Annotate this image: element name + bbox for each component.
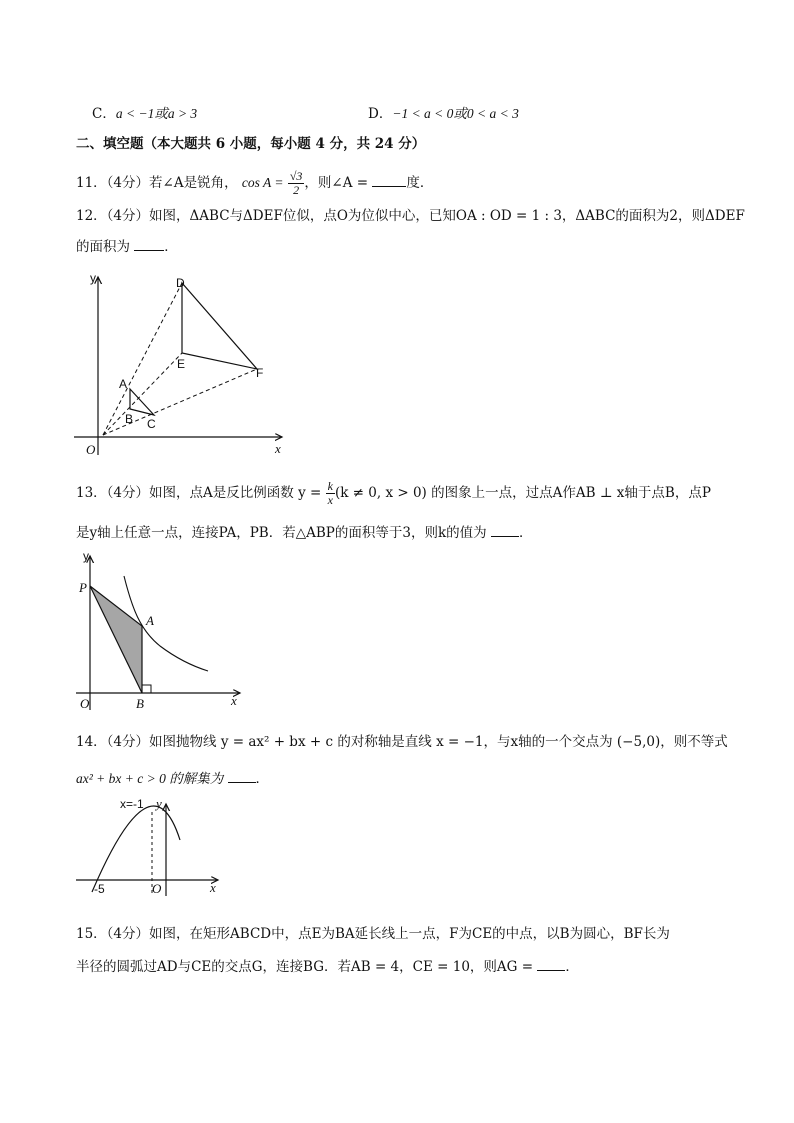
q11-text-c: 度．: [406, 175, 434, 191]
option-d: [368, 102, 519, 122]
q15-line1: 如图，在矩形ABCD中，点E为BA延长线上一点，F为CE的中点，以B为圆心，BF长为: [149, 926, 670, 942]
option-d-label: D．: [368, 106, 393, 122]
q13-label-o: O: [80, 696, 90, 711]
q12-triangle-abc: [130, 389, 154, 415]
q12-line2: 的面积为: [76, 239, 130, 255]
question-11: [76, 170, 433, 197]
question-12-line1: [76, 206, 745, 226]
q11-number: 11．（4分）: [76, 175, 150, 191]
q12-label-f: F: [256, 366, 264, 380]
q13-label-a: A: [146, 613, 154, 628]
q12-label-c: C: [147, 417, 156, 431]
q13-line2-end: ．: [518, 525, 533, 541]
q14-figure: [72, 792, 232, 897]
q15-answer-blank[interactable]: [537, 956, 565, 971]
q13-right-angle-mark: [142, 685, 151, 693]
question-15-line1: [76, 924, 670, 944]
q11-text-b: ，则∠A =: [304, 175, 369, 191]
option-c-label: C．: [92, 106, 116, 122]
question-15-line2: [76, 956, 579, 977]
question-14-line2: [76, 768, 269, 789]
question-13-line2: [76, 522, 532, 543]
q12-dash-oe: [103, 353, 182, 435]
q12-label-a: A: [119, 377, 128, 391]
option-d-text: −1 < a < 0或0 < a < 3: [392, 106, 519, 121]
q11-fraction: [288, 170, 305, 197]
q12-label-d: D: [176, 276, 185, 290]
q12-label-b: B: [125, 412, 134, 426]
q13-line1-a: 如图，点A是反比例函数 y =: [149, 485, 322, 501]
q13-label-y: y: [83, 549, 89, 563]
question-14-line1: [76, 732, 728, 752]
q12-triangle-def: [182, 283, 257, 369]
question-13-line1: [76, 480, 711, 507]
q13-frac-den: x: [327, 493, 333, 507]
q14-label-o: O: [152, 881, 162, 896]
q12-line1: 如图，ΔABC与ΔDEF位似，点O为位似中心，已知OA : OD = 1 : 3，ΔABC的面积为2，则ΔDEF: [149, 208, 745, 224]
q12-label-x: x: [275, 441, 281, 456]
q14-line2-end: ．: [255, 771, 270, 787]
q14-parabola: [92, 806, 180, 892]
q14-label-minus5: -5: [94, 882, 105, 896]
q13-fraction: [326, 480, 335, 507]
q11-frac-den: 2: [293, 183, 300, 197]
q14-label-y: y: [156, 796, 162, 811]
q13-label-b: B: [136, 696, 144, 711]
q11-answer-blank[interactable]: [372, 172, 406, 187]
q15-line2: 半径的圆弧过AD与CE的交点G，连接BG．若AB = 4，CE = 10，则AG =: [76, 959, 534, 975]
q14-answer-blank[interactable]: [228, 768, 256, 783]
q13-label-p: P: [79, 580, 87, 595]
section-title: 二、填空题（本大题共 6 小题，每小题 4 分，共 24 分）: [76, 136, 426, 152]
q12-label-e: E: [177, 357, 186, 371]
q12-label-y: y: [90, 271, 96, 285]
q13-frac-num: k: [327, 479, 333, 493]
q14-number: 14．（4分）: [76, 734, 150, 750]
q12-label-o: O: [86, 442, 96, 457]
q12-answer-blank[interactable]: [134, 236, 164, 251]
q15-number: 15．（4分）: [76, 926, 150, 942]
q14-label-x: x: [210, 880, 216, 895]
q13-line2: 是y轴上任意一点，连接PA，PB．若△ABP的面积等于3，则k的值为: [76, 525, 487, 541]
q13-line1-b: (k ≠ 0, x > 0) 的图象上一点，过点A作AB ⊥ x轴于点B，点P: [334, 485, 711, 501]
q14-label-axis-eq: x=-1: [120, 797, 144, 811]
q12-figure: [70, 265, 300, 460]
q13-answer-blank[interactable]: [491, 522, 519, 537]
option-c-text: a < −1或a > 3: [115, 106, 198, 121]
q11-cos: cos A =: [241, 175, 284, 190]
q14-line2: ax² + bx + c > 0 的解集为: [76, 771, 224, 786]
q11-frac-num: √3: [289, 169, 303, 183]
question-12-line2: [76, 236, 178, 257]
q12-number: 12．（4分）: [76, 208, 150, 224]
q14-line1: 如图抛物线 y = ax² + bx + c 的对称轴是直线 x = −1，与x轴的一个交点为 (−5,0)，则不等式: [149, 734, 728, 750]
option-c: [92, 102, 197, 122]
q13-number: 13．（4分）: [76, 485, 150, 501]
q13-figure: [72, 548, 252, 713]
q13-triangle-abp: [90, 586, 142, 693]
q12-line2-end: ．: [164, 239, 178, 255]
q13-label-x: x: [231, 693, 237, 708]
q11-text-a: 若∠A是锐角，: [149, 175, 238, 191]
q15-line2-end: ．: [565, 959, 579, 975]
